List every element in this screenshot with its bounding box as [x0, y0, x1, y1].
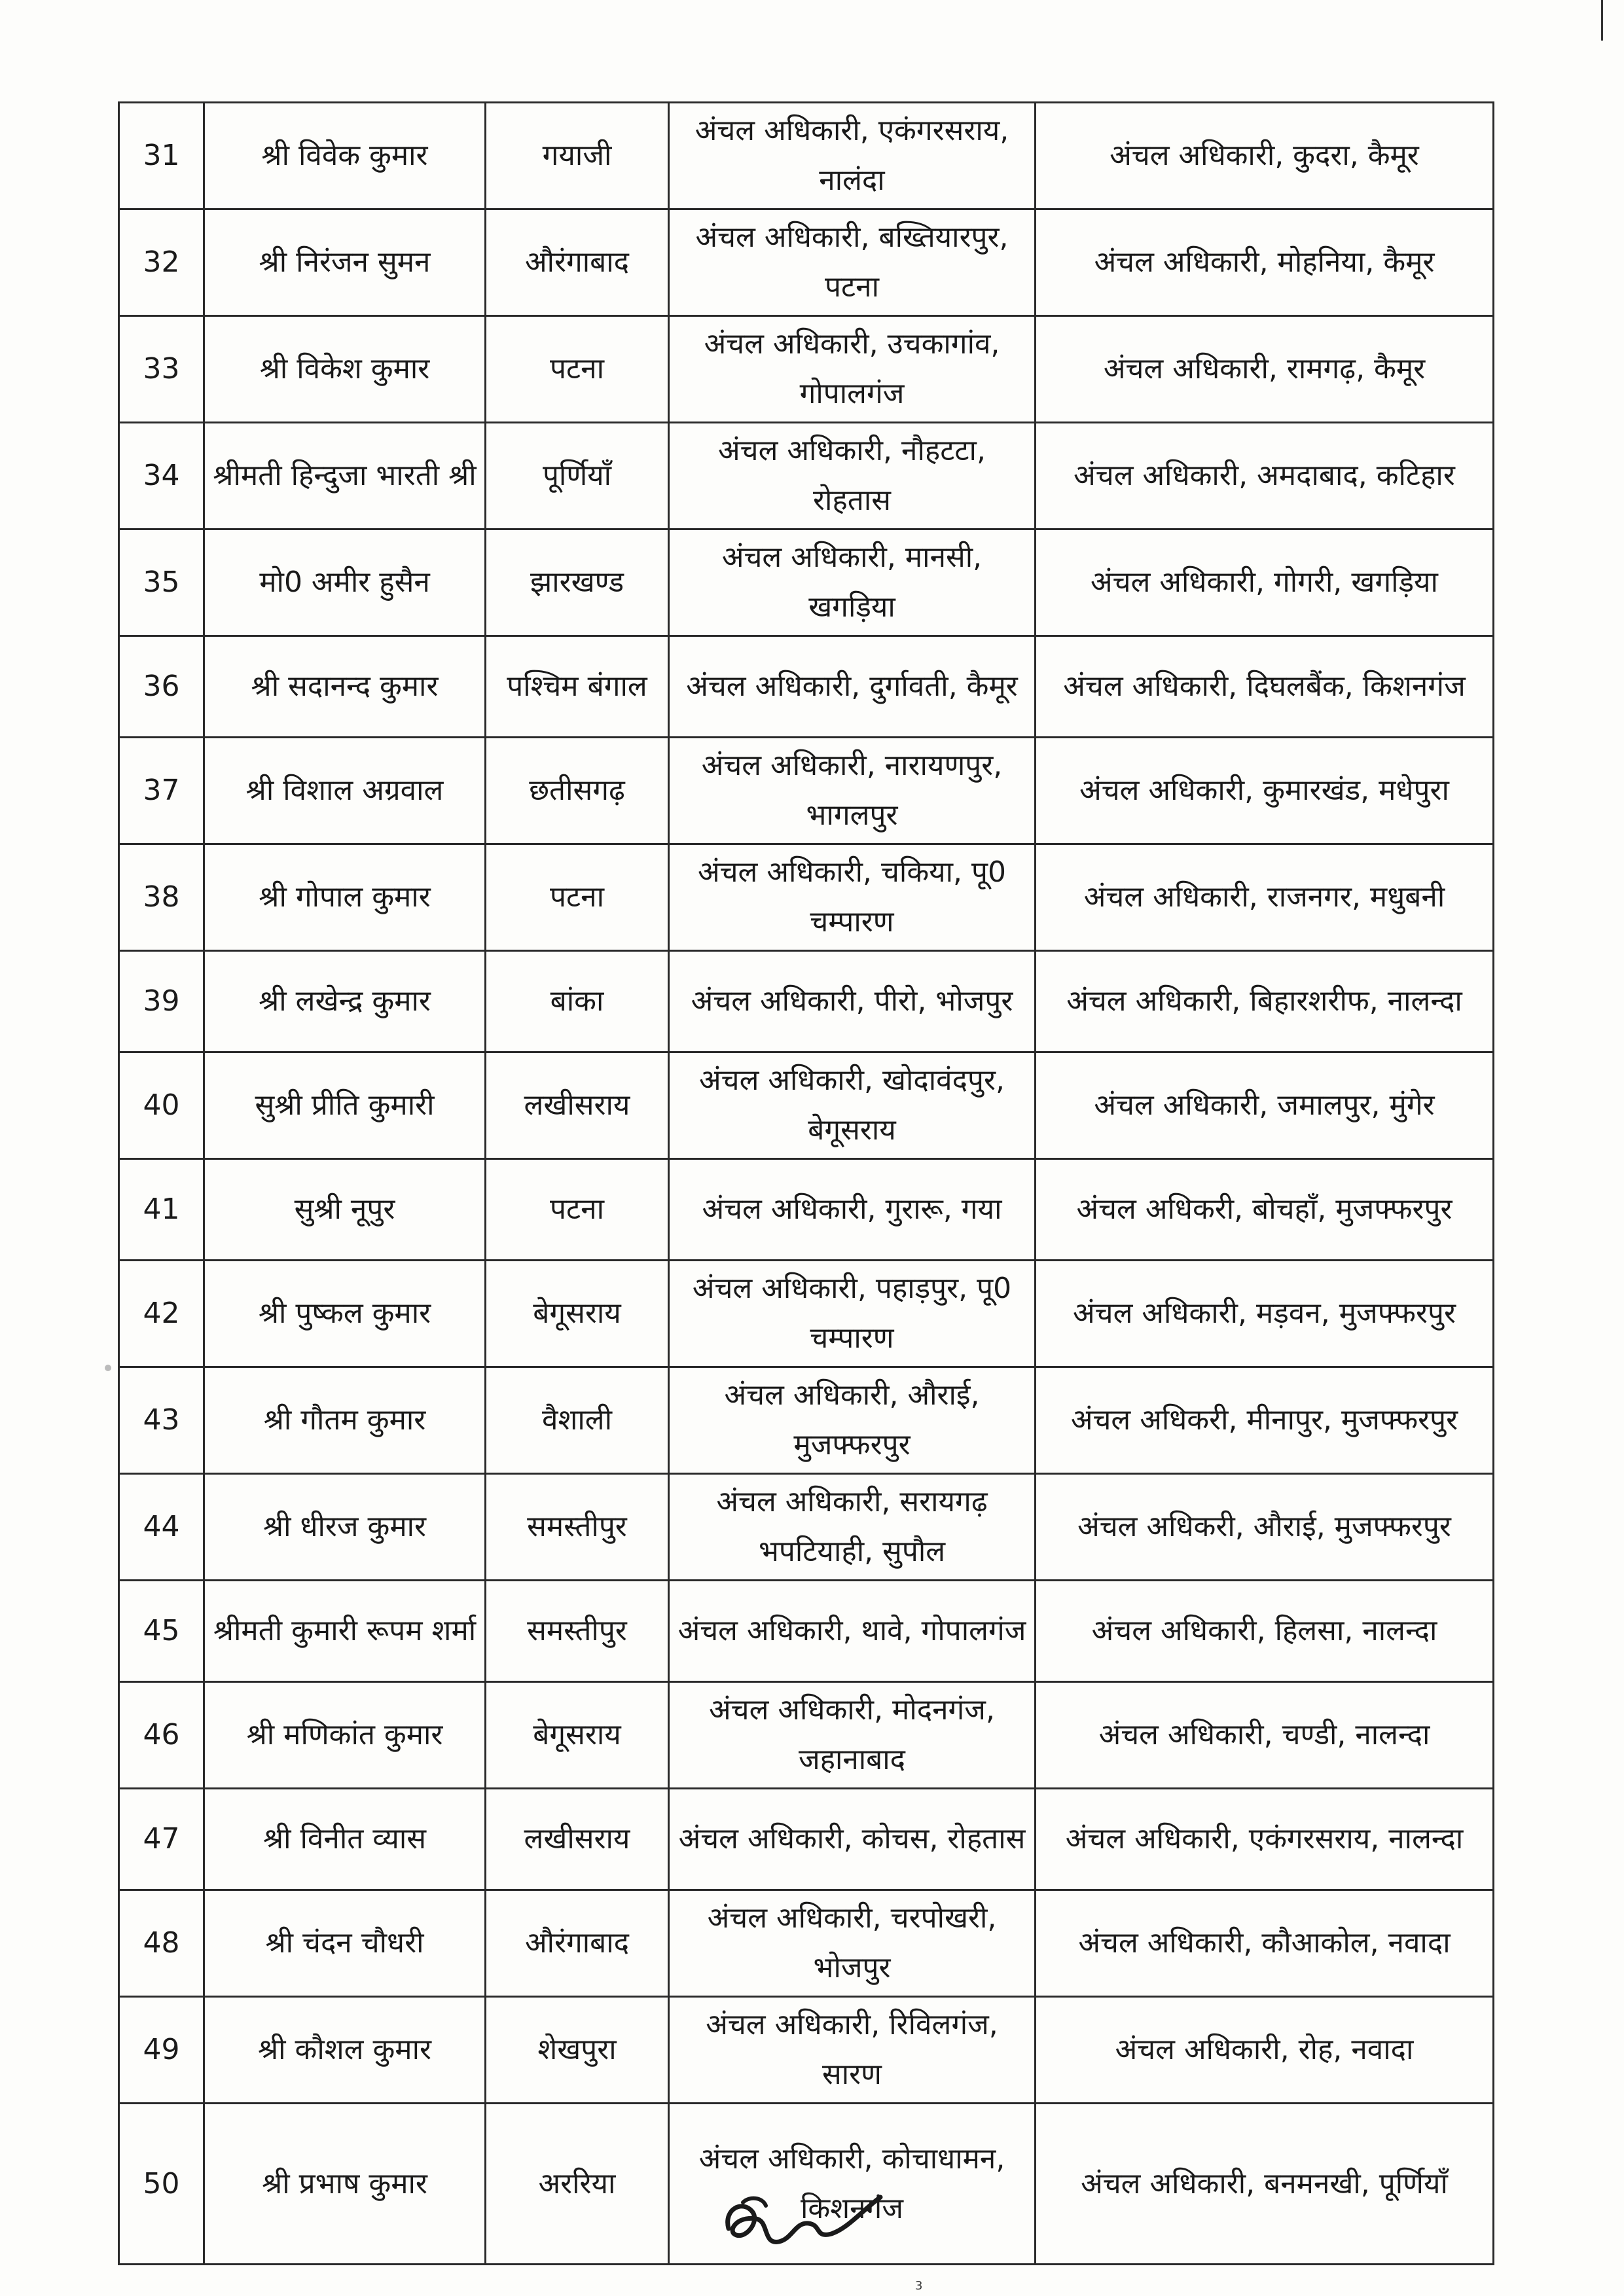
officer-name-cell: श्री धीरज कुमार	[204, 1474, 486, 1581]
home-district-cell: झारखण्ड	[486, 529, 669, 636]
table-row	[119, 738, 1494, 844]
officer-name-cell: श्री निरंजन सुमन	[204, 209, 486, 316]
table-row	[119, 209, 1494, 316]
signature-icon	[717, 2183, 887, 2261]
current-posting-cell: अंचल अधिकारी, मोदनगंज, जहानाबाद	[669, 1682, 1036, 1789]
home-district-cell: लखीसराय	[486, 1789, 669, 1890]
serial-number-cell: 35	[119, 529, 204, 636]
new-posting-cell: अंचल अधिकारी, दिघलबैंक, किशनगंज	[1036, 636, 1494, 738]
home-district-cell: पटना	[486, 1159, 669, 1261]
new-posting-cell: अंचल अधिकारी, बिहारशरीफ, नालन्दा	[1036, 951, 1494, 1052]
table-row	[119, 316, 1494, 423]
table-row	[119, 1052, 1494, 1159]
home-district-cell: वैशाली	[486, 1367, 669, 1474]
new-posting-cell: अंचल अधिकारी, गोगरी, खगड़िया	[1036, 529, 1494, 636]
new-posting-cell: अंचल अधिकारी, जमालपुर, मुंगेर	[1036, 1052, 1494, 1159]
home-district-cell: औरंगाबाद	[486, 1890, 669, 1997]
current-posting-cell: अंचल अधिकारी, मानसी, खगड़िया	[669, 529, 1036, 636]
officer-name-cell: श्री विशाल अग्रवाल	[204, 738, 486, 844]
new-posting-cell: अंचल अधिकारी, कुदरा, कैमूर	[1036, 103, 1494, 209]
new-posting-cell: अंचल अधिकारी, राजनगर, मधुबनी	[1036, 844, 1494, 951]
table-row	[119, 1997, 1494, 2104]
page-edge-mark	[1601, 0, 1603, 41]
serial-number-cell: 45	[119, 1581, 204, 1682]
officer-name-cell: सुश्री प्रीति कुमारी	[204, 1052, 486, 1159]
current-posting-cell: अंचल अधिकारी, रिविलगंज, सारण	[669, 1997, 1036, 2104]
serial-number-cell: 46	[119, 1682, 204, 1789]
table-row	[119, 423, 1494, 529]
new-posting-cell: अंचल अधिकारी, कौआकोल, नवादा	[1036, 1890, 1494, 1997]
table-row	[119, 1682, 1494, 1789]
table-row	[119, 1890, 1494, 1997]
officer-name-cell: श्री विनीत व्यास	[204, 1789, 486, 1890]
serial-number-cell: 49	[119, 1997, 204, 2104]
home-district-cell: शेखपुरा	[486, 1997, 669, 2104]
new-posting-cell: अंचल अधिकारी, अमदाबाद, कटिहार	[1036, 423, 1494, 529]
home-district-cell: पटना	[486, 844, 669, 951]
serial-number-cell: 32	[119, 209, 204, 316]
serial-number-cell: 44	[119, 1474, 204, 1581]
table-row	[119, 951, 1494, 1052]
serial-number-cell: 39	[119, 951, 204, 1052]
officer-name-cell: श्री विकेश कुमार	[204, 316, 486, 423]
current-posting-cell: अंचल अधिकारी, खोदावंदपुर, बेगूसराय	[669, 1052, 1036, 1159]
home-district-cell: गयाजी	[486, 103, 669, 209]
current-posting-cell: अंचल अधिकारी, बख्तियारपुर, पटना	[669, 209, 1036, 316]
home-district-cell: समस्तीपुर	[486, 1474, 669, 1581]
serial-number-cell: 36	[119, 636, 204, 738]
new-posting-cell: अंचल अधिकारी, एकंगरसराय, नालन्दा	[1036, 1789, 1494, 1890]
officer-name-cell: श्रीमती हिन्दुजा भारती श्री	[204, 423, 486, 529]
current-posting-cell: अंचल अधिकारी, औराई, मुजफ्फरपुर	[669, 1367, 1036, 1474]
home-district-cell: पटना	[486, 316, 669, 423]
current-posting-cell: अंचल अधिकारी, चरपोखरी, भोजपुर	[669, 1890, 1036, 1997]
officer-name-cell: मो0 अमीर हुसैन	[204, 529, 486, 636]
table-row	[119, 844, 1494, 951]
serial-number-cell: 38	[119, 844, 204, 951]
table-row	[119, 1474, 1494, 1581]
new-posting-cell: अंचल अधिकारी, कुमारखंड, मधेपुरा	[1036, 738, 1494, 844]
home-district-cell: छतीसगढ़	[486, 738, 669, 844]
home-district-cell: बांका	[486, 951, 669, 1052]
new-posting-cell: अंचल अधिकारी, हिलसा, नालन्दा	[1036, 1581, 1494, 1682]
new-posting-cell: अंचल अधिकारी, मोहनिया, कैमूर	[1036, 209, 1494, 316]
serial-number-cell: 43	[119, 1367, 204, 1474]
current-posting-cell: अंचल अधिकारी, चकिया, पू0 चम्पारण	[669, 844, 1036, 951]
home-district-cell: बेगूसराय	[486, 1261, 669, 1367]
table-row	[119, 1367, 1494, 1474]
serial-number-cell: 41	[119, 1159, 204, 1261]
serial-number-cell: 47	[119, 1789, 204, 1890]
officer-name-cell: श्री मणिकांत कुमार	[204, 1682, 486, 1789]
current-posting-cell: अंचल अधिकारी, दुर्गावती, कैमूर	[669, 636, 1036, 738]
home-district-cell: लखीसराय	[486, 1052, 669, 1159]
new-posting-cell: अंचल अधिकारी, बनमनखी, पूर्णियाँ	[1036, 2104, 1494, 2265]
transfer-table-body	[119, 103, 1494, 2265]
serial-number-cell: 48	[119, 1890, 204, 1997]
current-posting-cell: अंचल अधिकारी, सरायगढ़ भपटियाही, सुपौल	[669, 1474, 1036, 1581]
home-district-cell: बेगूसराय	[486, 1682, 669, 1789]
officer-name-cell: श्री गौतम कुमार	[204, 1367, 486, 1474]
current-posting-cell: अंचल अधिकारी, पीरो, भोजपुर	[669, 951, 1036, 1052]
home-district-cell: अररिया	[486, 2104, 669, 2265]
officer-name-cell: श्री प्रभाष कुमार	[204, 2104, 486, 2265]
table-row	[119, 529, 1494, 636]
current-posting-cell: अंचल अधिकारी, पहाड़पुर, पू0 चम्पारण	[669, 1261, 1036, 1367]
serial-number-cell: 34	[119, 423, 204, 529]
home-district-cell: समस्तीपुर	[486, 1581, 669, 1682]
serial-number-cell: 50	[119, 2104, 204, 2265]
current-posting-cell: अंचल अधिकारी, थावे, गोपालगंज	[669, 1581, 1036, 1682]
officer-name-cell: श्री लखेन्द्र कुमार	[204, 951, 486, 1052]
officer-name-cell: श्री चंदन चौधरी	[204, 1890, 486, 1997]
home-district-cell: पश्चिम बंगाल	[486, 636, 669, 738]
scan-speck	[105, 1365, 111, 1371]
current-posting-cell: अंचल अधिकारी, गुरारू, गया	[669, 1159, 1036, 1261]
new-posting-cell: अंचल अधिकारी, रामगढ़, कैमूर	[1036, 316, 1494, 423]
current-posting-cell: अंचल अधिकारी, कोचस, रोहतास	[669, 1789, 1036, 1890]
officer-name-cell: सुश्री नूपुर	[204, 1159, 486, 1261]
home-district-cell: औरंगाबाद	[486, 209, 669, 316]
officer-name-cell: श्री विवेक कुमार	[204, 103, 486, 209]
current-posting-cell: अंचल अधिकारी, उचकागांव, गोपालगंज	[669, 316, 1036, 423]
current-posting-cell: अंचल अधिकारी, नौहटटा, रोहतास	[669, 423, 1036, 529]
officer-name-cell: श्री कौशल कुमार	[204, 1997, 486, 2104]
table-row	[119, 1581, 1494, 1682]
new-posting-cell: अंचल अधिकारी, रोह, नवादा	[1036, 1997, 1494, 2104]
home-district-cell: पूर्णियाँ	[486, 423, 669, 529]
officer-name-cell: श्री सदानन्द कुमार	[204, 636, 486, 738]
serial-number-cell: 33	[119, 316, 204, 423]
serial-number-cell: 31	[119, 103, 204, 209]
table-row	[119, 103, 1494, 209]
officer-name-cell: श्रीमती कुमारी रूपम शर्मा	[204, 1581, 486, 1682]
page-number: 3	[915, 2279, 923, 2293]
officer-name-cell: श्री पुष्कल कुमार	[204, 1261, 486, 1367]
serial-number-cell: 37	[119, 738, 204, 844]
new-posting-cell: अंचल अधिकरी, मीनापुर, मुजफ्फरपुर	[1036, 1367, 1494, 1474]
table-row	[119, 1159, 1494, 1261]
serial-number-cell: 42	[119, 1261, 204, 1367]
officer-name-cell: श्री गोपाल कुमार	[204, 844, 486, 951]
transfer-table	[118, 101, 1494, 2265]
new-posting-cell: अंचल अधिकरी, औराई, मुजफ्फरपुर	[1036, 1474, 1494, 1581]
new-posting-cell: अंचल अधिकरी, बोचहाँ, मुजफ्फरपुर	[1036, 1159, 1494, 1261]
serial-number-cell: 40	[119, 1052, 204, 1159]
table-row	[119, 636, 1494, 738]
new-posting-cell: अंचल अधिकारी, मड़वन, मुजफ्फरपुर	[1036, 1261, 1494, 1367]
current-posting-cell: अंचल अधिकारी, एकंगरसराय, नालंदा	[669, 103, 1036, 209]
current-posting-cell: अंचल अधिकारी, कोचाधामन, किशनगंज	[669, 2104, 1036, 2265]
new-posting-cell: अंचल अधिकारी, चण्डी, नालन्दा	[1036, 1682, 1494, 1789]
table-row	[119, 1261, 1494, 1367]
table-row	[119, 1789, 1494, 1890]
current-posting-cell: अंचल अधिकारी, नारायणपुर, भागलपुर	[669, 738, 1036, 844]
